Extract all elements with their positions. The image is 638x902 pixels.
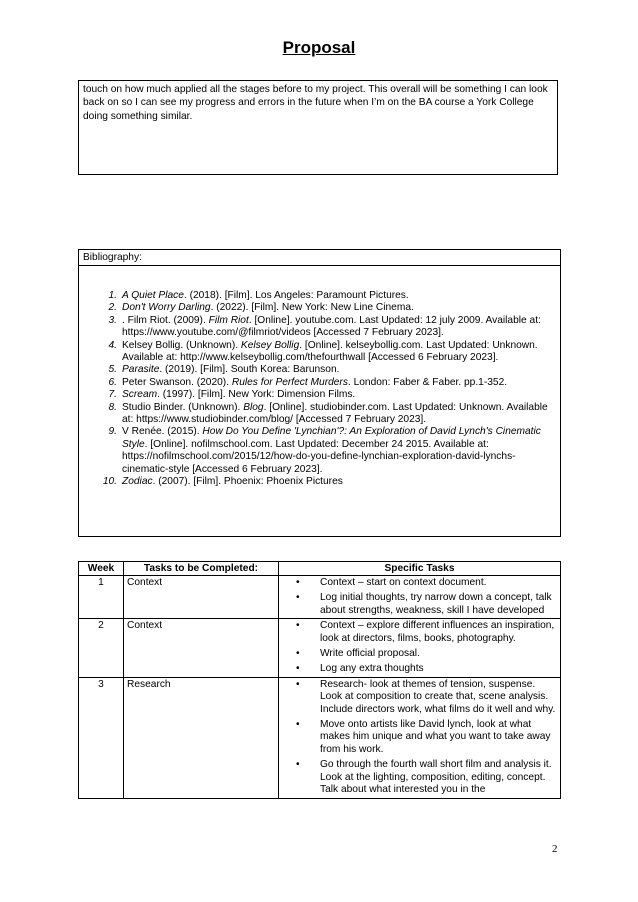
bibliography-item: 5. Parasite. (2019). [Film]. South Korea: Barunson. [108,364,340,376]
bibliography-heading: Bibliography: [79,250,560,266]
task-bullet: • Move onto artists like David lynch, look at what makes him unique and what you want to take away from his work. [282,719,557,756]
bibliography-item: 2. Don't Worry Darling. (2022). [Film]. New York: New Line Cinema. [108,302,414,314]
table-row [79,677,561,798]
bibliography-item: 9. V Renée. (2015). How Do You Define 'Lynchian'?: An Exploration of David Lynch's Cinematic Style. [Online]. nofilmschool.com. Last Updated: December 24 2015. Available at: https://nofilmschool.com/2015/12/how-do-you-define-lynchian-exploration-david-lynchs-cinematic-style [Accessed 6 February 2023]. [108,426,541,475]
tasks-header: Tasks to be Completed: [124,562,279,576]
task-cell: Context [124,619,279,678]
week-header: Week [79,562,124,576]
week-cell: 1 [79,576,124,619]
task-bullet: • Context – start on context document. [282,577,557,589]
bibliography-item: 1. A Quiet Place. (2018). [Film]. Los Angeles: Paramount Pictures. [108,290,409,301]
week-cell: 3 [79,677,124,798]
task-bullet: • Research- look at themes of tension, suspense. Look at composition to create that, scene analysis. Include directors work, what films do it well and why. [282,679,557,716]
page-title: Proposal [282,38,356,57]
task-bullet: • Log initial thoughts, try narrow down a concept, talk about strengths, weakness, skill I have developed [282,592,557,617]
task-cell: Research [124,677,279,798]
week-cell: 2 [79,619,124,678]
specific-tasks-cell [279,677,561,798]
table-row [79,576,561,619]
task-bullet: • Context – explore different influences an inspiration, look at directors, films, books, photography. [282,620,557,645]
specific-tasks-cell [279,619,561,678]
task-bullet: • Go through the fourth wall short film and analysis it. Look at the lighting, composition, editing, concept. Talk about what interested you in the [282,759,557,796]
proposal-text: touch on how much applied all the stages before to my project. This overall will be something I can look back on so I can see my progress and errors in the future when I’m on the BA course a York College doing something similar. [83,84,548,122]
schedule-table [78,561,561,799]
table-row [79,619,561,678]
task-bullet: • Write official proposal. [282,648,557,660]
bibliography-item: 10. Zodiac. (2007). [Film]. Phoenix: Phoenix Pictures [102,476,343,488]
specific-tasks-cell [279,576,561,619]
bibliography-list [79,290,549,489]
page-number: 2 [552,843,558,855]
specific-tasks-header: Specific Tasks [279,562,561,576]
bibliography-box [78,249,561,537]
task-cell: Context [124,576,279,619]
bibliography-item: 8. Studio Binder. (Unknown). Blog. [Online]. studiobinder.com. Last Updated: Unknown. Available at: https://www.studiobinder.com/blog/ [Accessed 7 February 2023]. [108,401,548,426]
task-bullet: • Log any extra thoughts [282,663,557,675]
bibliography-item: 4. Kelsey Bollig. (Unknown). Kelsey Bollig. [Online]. kelseybollig.com. Last Updated: Unknown. Available at: http://www.kelseybollig.com/thefourthwall [Accessed 6 February 2023]. [108,339,538,364]
bibliography-item: 3. . Film Riot. (2009). Film Riot. [Online]. youtube.com. Last Updated: 12 july 2009. Available at: https://www.youtube.com/@filmriot/videos [Accessed 7 February 2023]. [108,314,541,339]
proposal-text-box [78,80,558,175]
bibliography-item: 7. Scream. (1997). [Film]. New York: Dimension Films. [108,389,356,401]
bibliography-item: 6. Peter Swanson. (2020). Rules for Perfect Murders. London: Faber & Faber. pp.1-352. [108,376,508,388]
table-header-row [79,562,561,576]
